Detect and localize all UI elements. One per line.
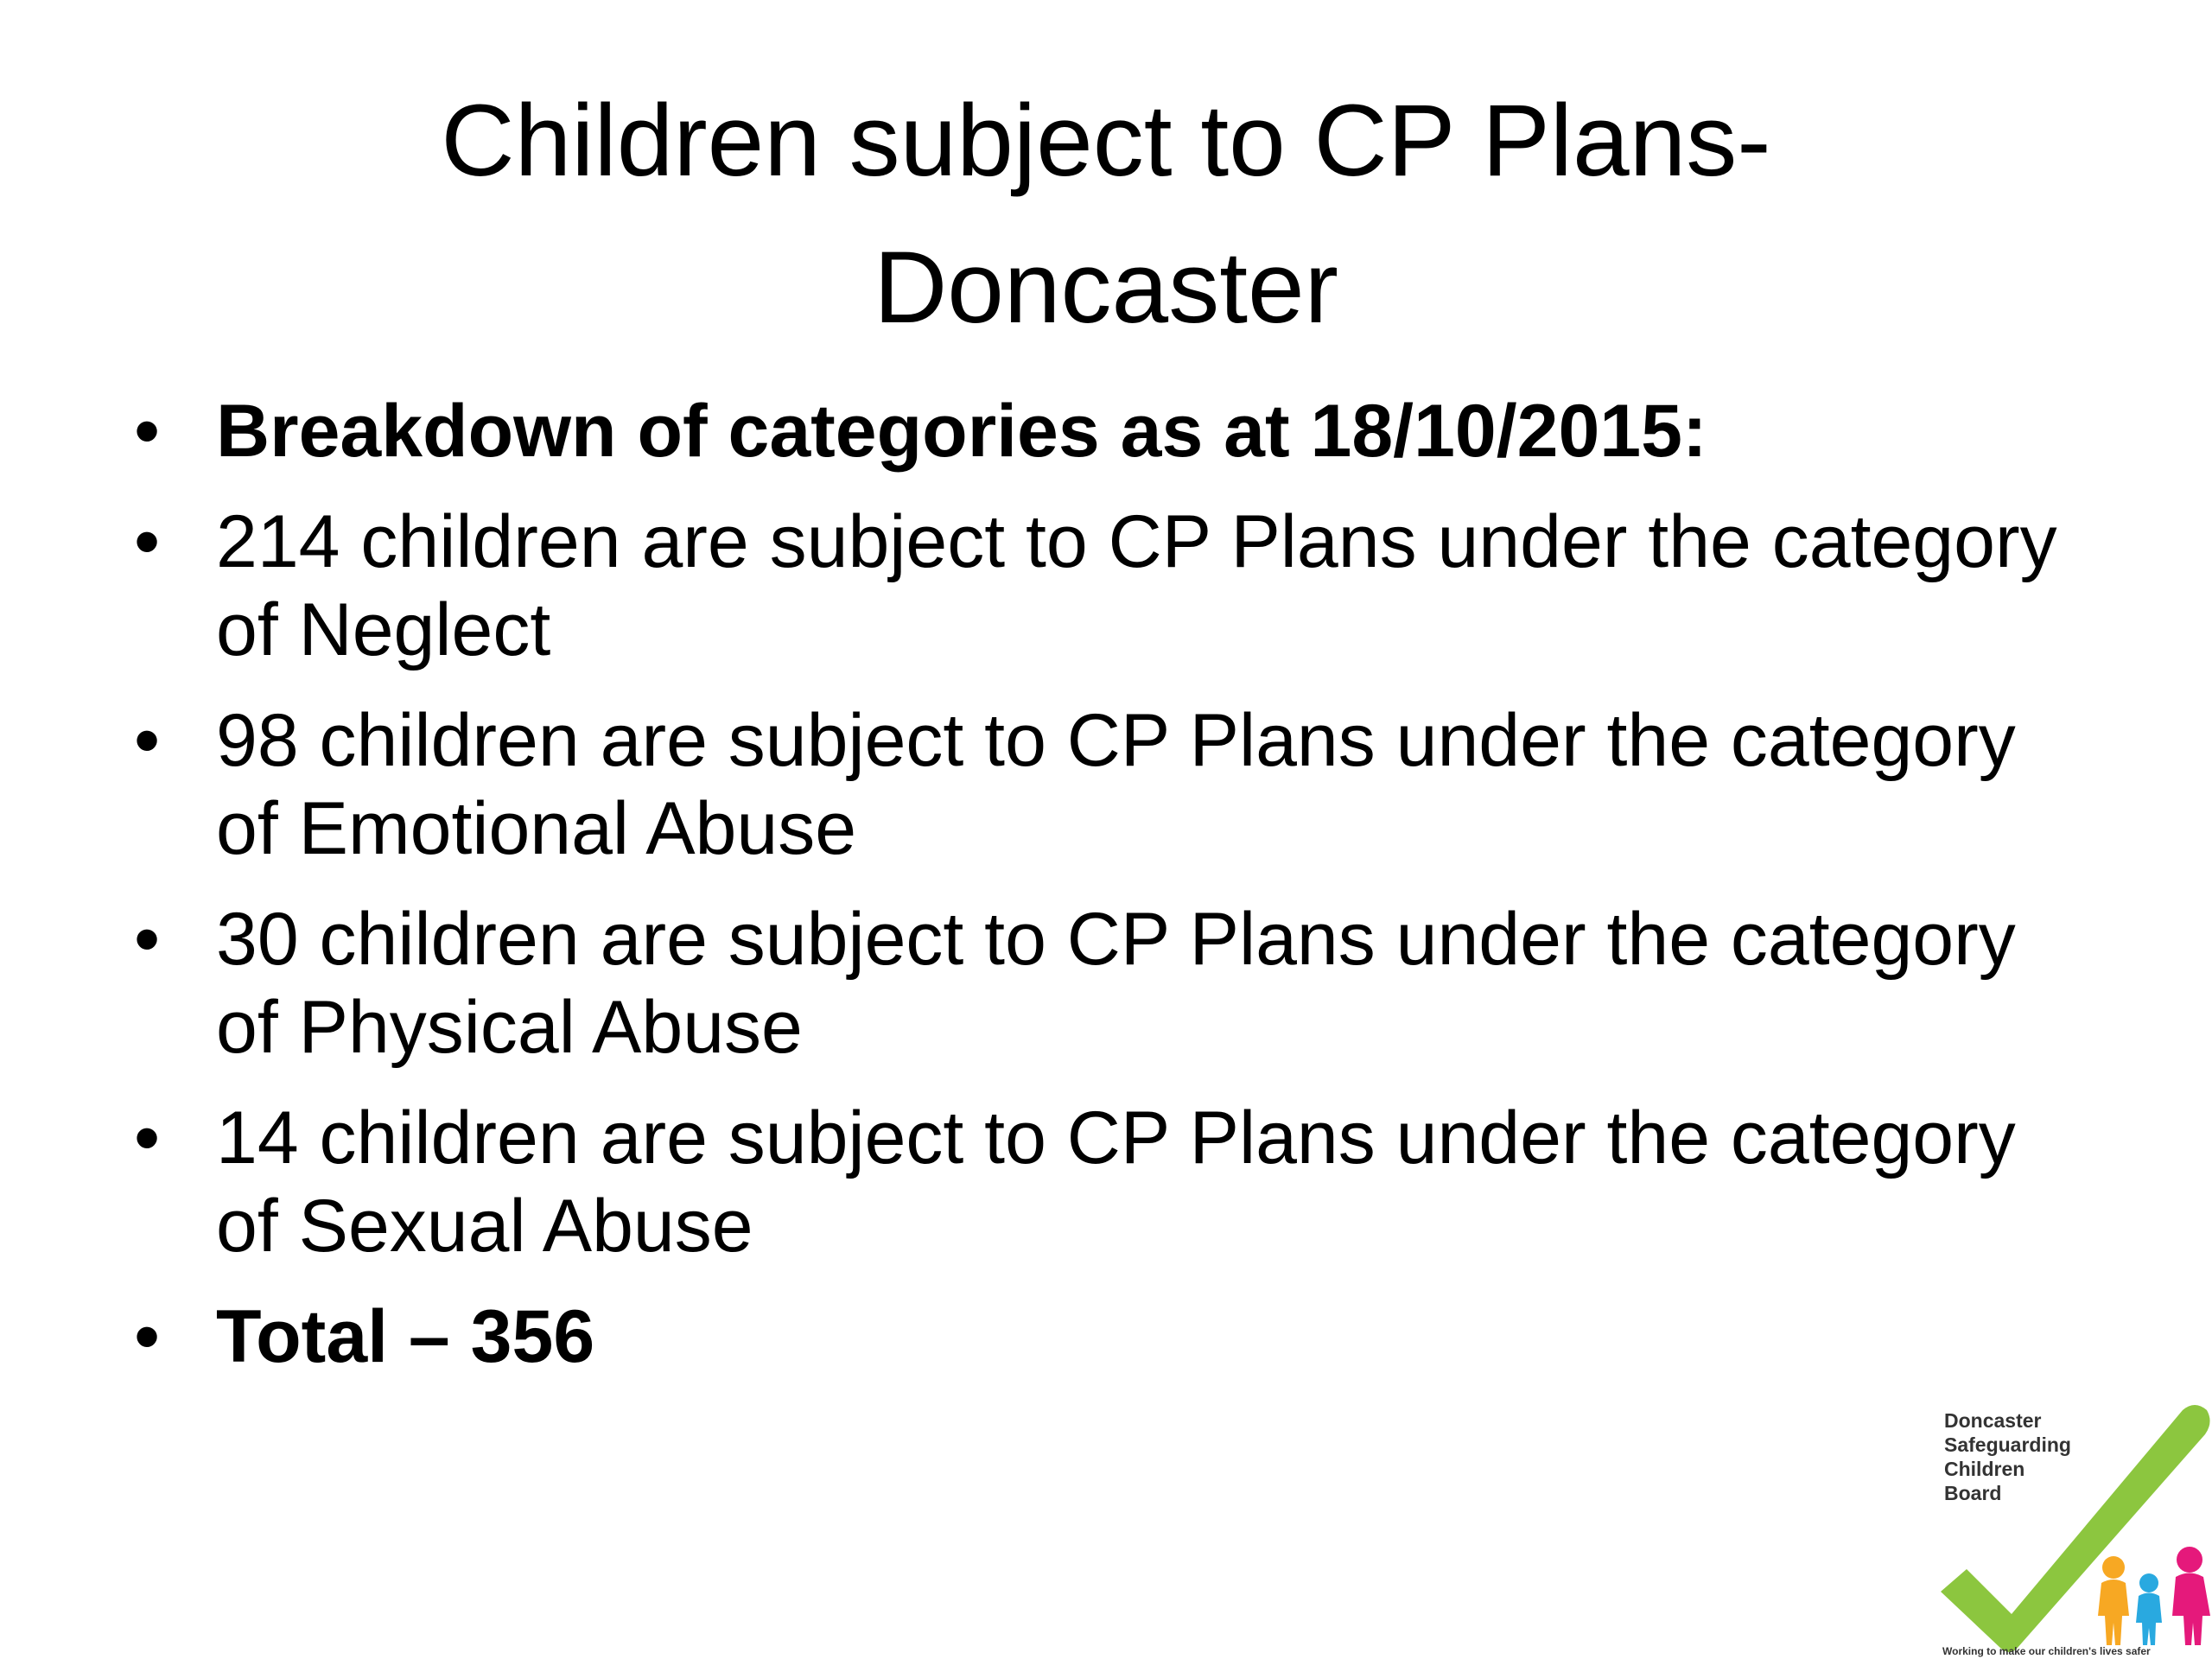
slide-title [259, 67, 1953, 361]
bullet-text: 98 children are subject to CP Plans under the category of Emotional Abuse [216, 699, 2016, 870]
dscb-logo [1932, 1400, 2212, 1659]
bullet-item-total [130, 1293, 2074, 1381]
bullet-item-breakdown [130, 387, 2074, 475]
bullet-dot: • [134, 1295, 161, 1378]
bullet-text: Total – 356 [216, 1295, 595, 1378]
bullet-item-emotional-abuse [130, 696, 2074, 873]
slide-title-line-1: Children subject to CP Plans- [441, 84, 1771, 198]
logo-wordmark [1944, 1408, 2071, 1505]
logo-word: Board [1944, 1482, 2002, 1504]
bullet-text: 14 children are subject to CP Plans under the category of Sexual Abuse [216, 1096, 2016, 1268]
logo-tagline: Working to make our children's lives safer [1942, 1645, 2151, 1657]
bullet-item-sexual-abuse [130, 1094, 2074, 1270]
bullet-item-physical-abuse [130, 895, 2074, 1071]
family-figures-icon [2098, 1547, 2210, 1645]
bullet-dot: • [134, 390, 161, 473]
figure-blue-icon [2136, 1573, 2162, 1645]
logo-word: Doncaster [1944, 1409, 2042, 1432]
bullet-dot: • [134, 1096, 161, 1179]
logo-word: Safeguarding [1944, 1433, 2071, 1456]
bullet-dot: • [134, 699, 161, 782]
bullet-item-neglect [130, 498, 2074, 674]
bullet-text: 30 children are subject to CP Plans under the category of Physical Abuse [216, 898, 2016, 1069]
bullet-dot: • [134, 898, 161, 981]
bullet-text: Breakdown of categories as at 18/10/2015: [216, 390, 1707, 473]
bullet-text: 214 children are subject to CP Plans under the category of Neglect [216, 500, 2057, 671]
figure-pink-icon [2172, 1547, 2210, 1645]
bullet-list [130, 387, 2074, 1403]
slide-title-line-2: Doncaster [874, 231, 1338, 345]
bullet-dot: • [134, 500, 161, 583]
logo-word: Children [1944, 1458, 2025, 1480]
figure-orange-icon [2098, 1556, 2129, 1645]
